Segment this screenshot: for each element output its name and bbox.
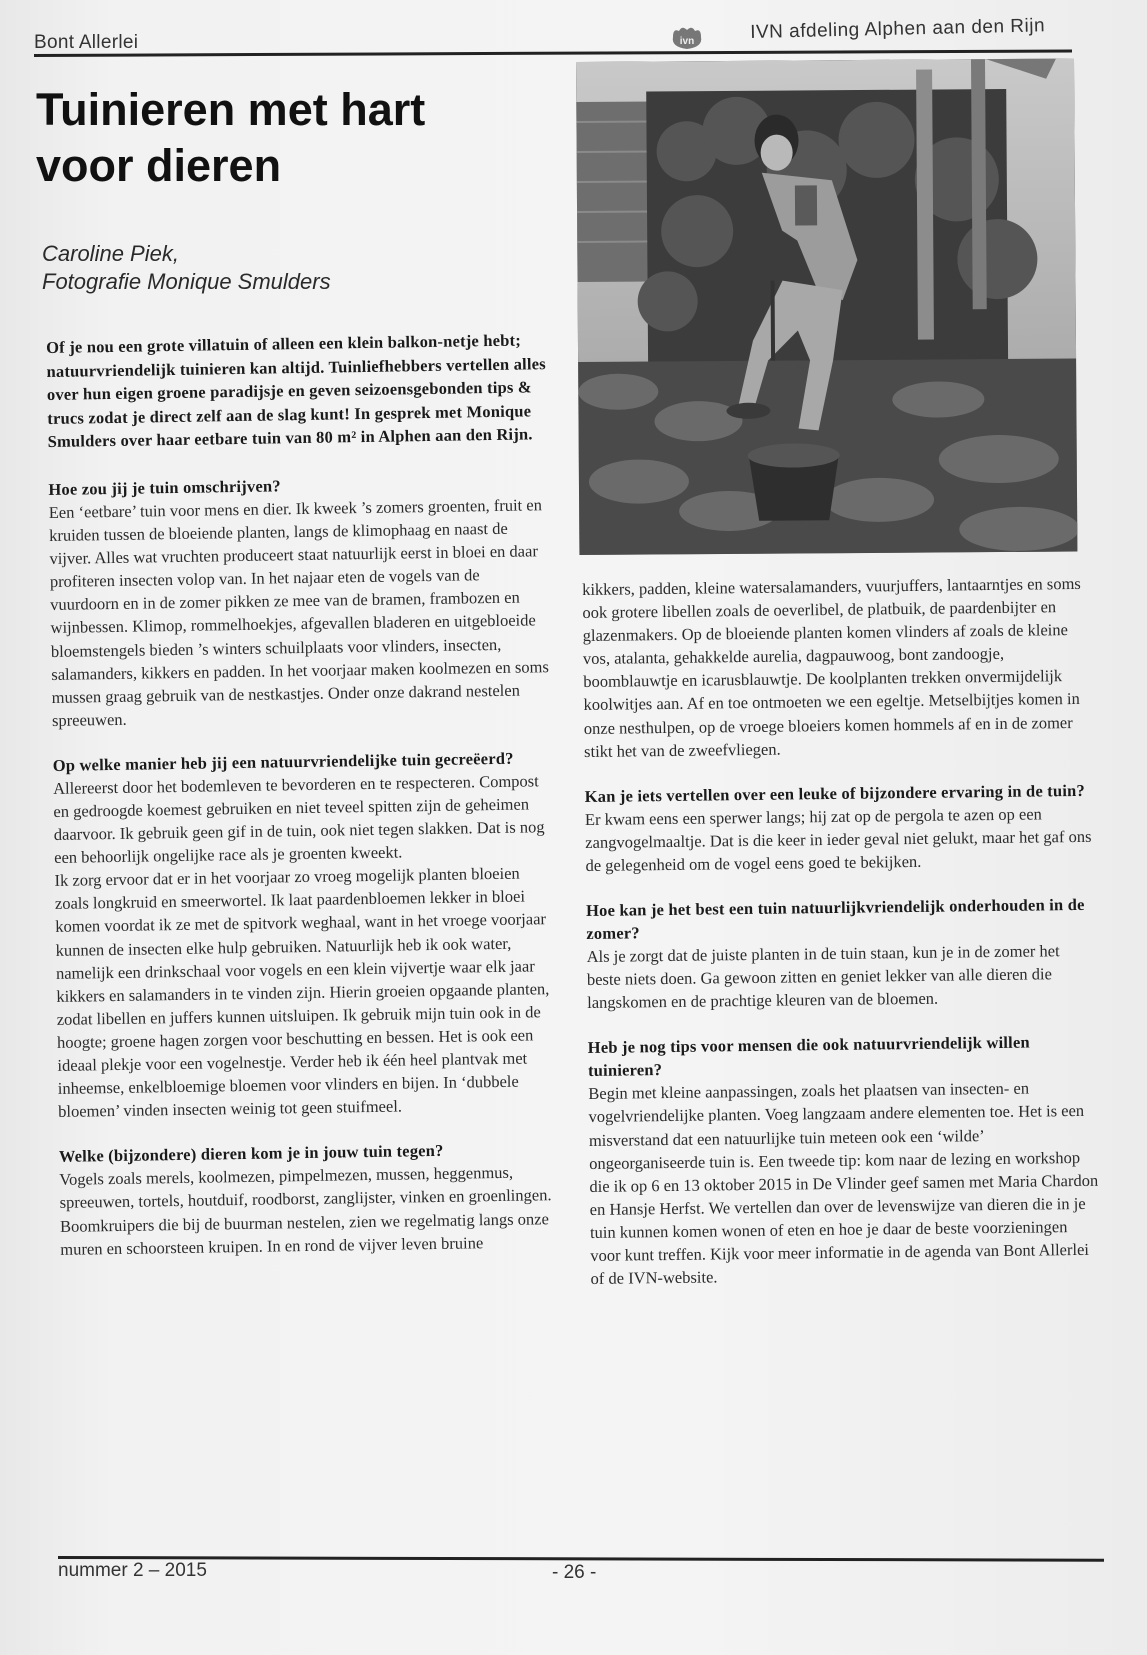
question-6: Heb je nog tips voor mensen die ook natuurvriendelijk willen tuinieren? [587,1032,1030,1081]
answer-6: Begin met kleine aanpassingen, zoals het plaatsen van insecten- en vogelvriendelijke planten. Voeg langzaam andere elementen toe. Het is een misverstand dat een natuurlijke tuin meteen ook een ‘wilde’ ongeorganiseerde tuin is. Een tweede tip: kom naar de lezing en workshop die ik op 6 en 13 oktober 2015 in De Vlinder geef samen met Maria Chardon en Hansje Herfst. We vertellen dan over de levenswijze van dieren die in je tuin kunnen komen wonen of eten en hoe je daar de beste voorzieningen voor kunt treffen. Kijk voor meer informatie in de agenda van Bont Allerlei of de IVN-website. [588,1078,1099,1289]
footer-divider [58,1556,1104,1562]
question-3: Welke (bijzondere) dieren kom je in jouw tuin tegen? [58,1141,444,1167]
answer-2-paragraph-1: Allereerst door het bodemleven te bevorderen en te respecteren. Compost en gedroogde koemest gebruiken en niet teveel spitten zijn de geheimen daarvoor. Ik gebruik geen gif in de tuin, ook niet tegen slakken. Dat is nog een behoorlijk ongelijke race als je groenten kweekt. [52,771,545,868]
ivn-logo-icon [670,25,704,51]
answer-2-paragraph-2: Ik zorg ervoor dat er in het voorjaar zo vroeg mogelijk planten bloeien zoals longkruid en smeerwortel. Ik laat paardenbloemen lekker in bloei komen voordat ik ze met de spitvork weghaal, want in het vroege voorjaar kunnen de insecten elke hulp gebruiken. Natuurlijk heb ik ook water, namelijk een drinkschaal voor vogels en een klein vijvertje waar elk jaar kikkers en salamanders in te vinden zijn. Hierin groeien opgaande planten, zodat libellen en juffers kunnen uitsluipen. Ik gebruik mijn tuin ook in de hoogte; groene hagen zorgen voor beschutting en bessen. Het is ook een ideaal plekje voor een vogelnestje. Verder heb ik één heel plantvak met inheemse, enkelbloemige bloemen voor vlinders en bijen. In ‘dubbele bloemen’ vinden insecten weinig tot geen stuifmeel. [54,863,550,1122]
answer-3-part-2: kikkers, padden, kleine watersalamanders, vuurjuffers, lantaarntjes en soms ook grotere libellen zoals de oeverlibel, de platbuik, de paardenbijter en glazenmakers. Op de bloeiende planten komen vlinders af zoals de kleine vos, atalanta, gehakkelde aurelia, dagpauwoog, bont zandoogje, boomblauwtje en icarusblauwtje. De koolplanten trekken onvermijdelijk koolwitjes aan. Af en toe ontmoeten we een egeltje. Metselbijtjes komen in onze nesthulpen, op de vroege bloeiers komen hommels af en in de zomer stikt het van de zweefvliegen. [582,573,1081,761]
answer-1: Een ‘eetbare’ tuin voor mens en dier. Ik kweek ’s zomers groenten, fruit en kruiden tussen de bloeiende planten, langs de klimophaag en naast de vijver. Alles wat vruchten produceert staat natuurlijk eerst in bloei en daar profiteren insecten volop van. In het najaar eten de vogels van de vuurdoorn en in de zomer pikken ze mee van de bramen, frambozen en wijnbessen. Klimop, rommelhoekjes, afgevallen bladeren en uitgebloeide bloemstengels bieden ’s winters schuilplaats voor vlinders, insecten, salamanders, kikkers en padden. In het voorjaar maken koolmezen en soms mussen graag gebruik van de nestkastjes. Onder onze dakrand nestelen spreeuwen. [48,495,549,730]
magazine-name: Bont Allerlei [34,32,139,53]
question-4: Kan je iets vertellen over een leuke of bijzondere ervaring in de tuin? [584,780,1086,806]
department-name: IVN afdeling Alphen aan den Rijn [750,15,1046,43]
title-line-2: voor dieren [36,140,282,191]
left-column [46,328,561,1282]
question-5: Hoe kan je het best een tuin natuurlijkvriendelijk onderhouden in de zomer? [585,894,1085,944]
svg-text:ivn: ivn [679,36,695,47]
header-divider [34,49,1072,57]
author: Caroline Piek, [42,241,179,266]
question-2: Op welke manier heb jij een natuurvriendelijke tuin gecreëerd? [52,748,514,775]
answer-3-part-1: Vogels zoals merels, koolmezen, pimpelmezen, mussen, heggenmus, spreeuwen, tortels, houtduif, roodborst, zanglijster, vinken en groenlingen. Boomkruipers die bij de buurman nestelen, zien we regelmatig langs onze muren en schoorsteen kruipen. In en rond de vijver leven bruine [59,1163,552,1259]
article-intro: Of je nou een grote villatuin of alleen een klein balkon-netje hebt; natuurvriendelijk tuinieren kan altijd. Tuinliefhebbers vertellen alles over hun eigen groene paradijsje en geven seizoensgebonden tips & trucs zodat je direct zelf aan de slag kunt! In gesprek met Monique Smulders over haar eetbare tuin van 80 m² in Alphen aan den Rijn. [46,330,546,452]
byline [42,240,331,296]
issue-number: nummer 2 – 2015 [58,1560,207,1581]
title-line-1: Tuinieren met hart [36,84,426,135]
right-column [582,572,1101,1312]
answer-4: Er kwam eens een sperwer langs; hij zat op de pergola te azen op een zangvogelmaaltje. Dat is die keer in ieder geval niet gelukt, maar het gaf ons de gelegenheid om de vogel eens goed te bekijken. [584,804,1092,875]
photographer-credit: Fotografie Monique Smulders [42,269,331,294]
question-1: Hoe zou jij je tuin omschrijven? [48,476,281,499]
page-number: - 26 - [552,1562,597,1583]
article-title [36,82,556,194]
garden-photo [576,59,1077,555]
answer-5: Als je zorgt dat de juiste planten in de tuin staan, kun je in de zomer het beste niets doen. Ga gewoon zitten en geniet lekker van alle dieren die langskomen en de prachtige kleuren van de bloemen. [586,941,1060,1013]
